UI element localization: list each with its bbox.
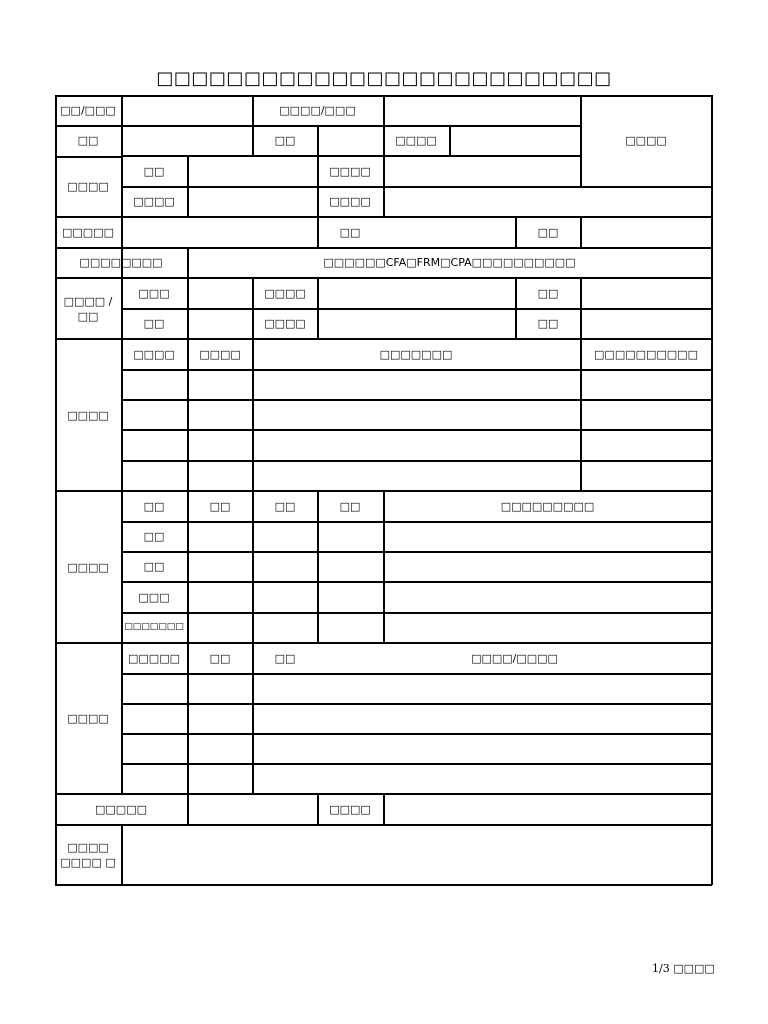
table-rule-h <box>121 612 712 614</box>
edu-col-2: □□□□ <box>199 347 241 361</box>
lang-col-1: □□ <box>143 499 165 513</box>
page-footer: 1/3 □□□□ <box>652 962 715 975</box>
table-rule-v <box>187 247 189 824</box>
name-label: □□/□□□ <box>60 103 116 117</box>
salary-label: □□□□□ <box>95 802 147 816</box>
edu-col-4: □□□□□□□□□□ <box>594 347 698 361</box>
table-rule-h <box>121 460 712 462</box>
table-rule-h <box>121 763 712 765</box>
table-rule-h <box>121 581 712 583</box>
position-label: □□□□□ <box>62 225 114 239</box>
lang-col-3: □□ <box>274 499 296 513</box>
table-rule-h <box>121 733 712 735</box>
cert-note: □□□□□□CFA□FRM□CPA□□□□□□□□□□ <box>323 255 576 269</box>
work-col-3: □□ <box>274 651 296 665</box>
address-label: □□□□ <box>133 194 175 208</box>
edu-col-3: □□□□□□□ <box>379 347 453 361</box>
gender-label: □□□□/□□□ <box>279 103 356 117</box>
table-rule-h <box>121 369 712 371</box>
mother-label: □□ <box>143 316 165 330</box>
phone-label: □□ <box>143 164 165 178</box>
table-rule-h <box>121 521 712 523</box>
email-label: □□□□ <box>329 164 371 178</box>
table-rule-h <box>121 186 712 188</box>
work-label: □□□□ <box>67 712 109 725</box>
work-col-1: □□□□□ <box>128 651 180 665</box>
self-eval-label: □□□□ □□□□ □ <box>60 840 116 869</box>
weight-label: □□ <box>537 225 559 239</box>
lang-row-4: □□□□□□□ <box>124 621 184 632</box>
table-rule-h <box>121 399 712 401</box>
mother-unit-label: □□□□ <box>264 316 306 330</box>
form-title: □□□□□□□□□□□□□□□□□□□□□□□□□□ <box>156 68 612 89</box>
hukou-label: □□□□ <box>329 194 371 208</box>
table-rule-h <box>121 429 712 431</box>
table-rule-v <box>383 794 385 824</box>
father-post-label: □□ <box>537 286 559 300</box>
application-form-table <box>55 95 712 885</box>
cert-label: □□□□□□□□ <box>79 255 163 269</box>
table-rule-h <box>121 308 712 310</box>
table-rule-h <box>55 824 712 826</box>
mother-post-label: □□ <box>537 316 559 330</box>
table-rule-v <box>383 156 385 217</box>
edu-col-1: □□□□ <box>133 347 175 361</box>
lang-row-3: □□□ <box>138 590 170 604</box>
lang-col-2: □□ <box>209 499 231 513</box>
table-rule-h <box>121 551 712 553</box>
father-label: □□□ <box>138 286 170 300</box>
table-rule-h <box>55 884 712 886</box>
lang-col-4: □□ <box>339 499 361 513</box>
expected-label: □□□□ <box>329 802 371 816</box>
marital-label: □□□□ <box>395 133 437 147</box>
birth-label: □□ <box>77 133 99 147</box>
family-label: □□□□ /□□ <box>63 294 113 323</box>
table-rule-h <box>121 703 712 705</box>
photo-label: □□□□ <box>625 134 667 147</box>
lang-label: □□□□ <box>67 560 109 574</box>
edu-label: □□□□ <box>67 408 109 422</box>
contact-label: □□□□ <box>67 180 109 193</box>
lang-row-2: □□ <box>143 559 165 573</box>
work-col-4: □□□□/□□□□ <box>471 651 558 665</box>
lang-row-1: □□ <box>143 529 165 543</box>
lang-col-5: □□□□□□□□□ <box>500 499 595 513</box>
ethnic-label: □□ <box>274 133 296 147</box>
table-rule-v <box>449 125 451 156</box>
father-unit-label: □□□□ <box>264 286 306 300</box>
height-label: □□ <box>339 225 361 239</box>
work-col-2: □□ <box>209 651 231 665</box>
table-rule-v <box>121 824 123 885</box>
table-rule-v <box>711 95 713 885</box>
table-rule-h <box>121 673 712 675</box>
table-rule-v <box>187 156 189 217</box>
